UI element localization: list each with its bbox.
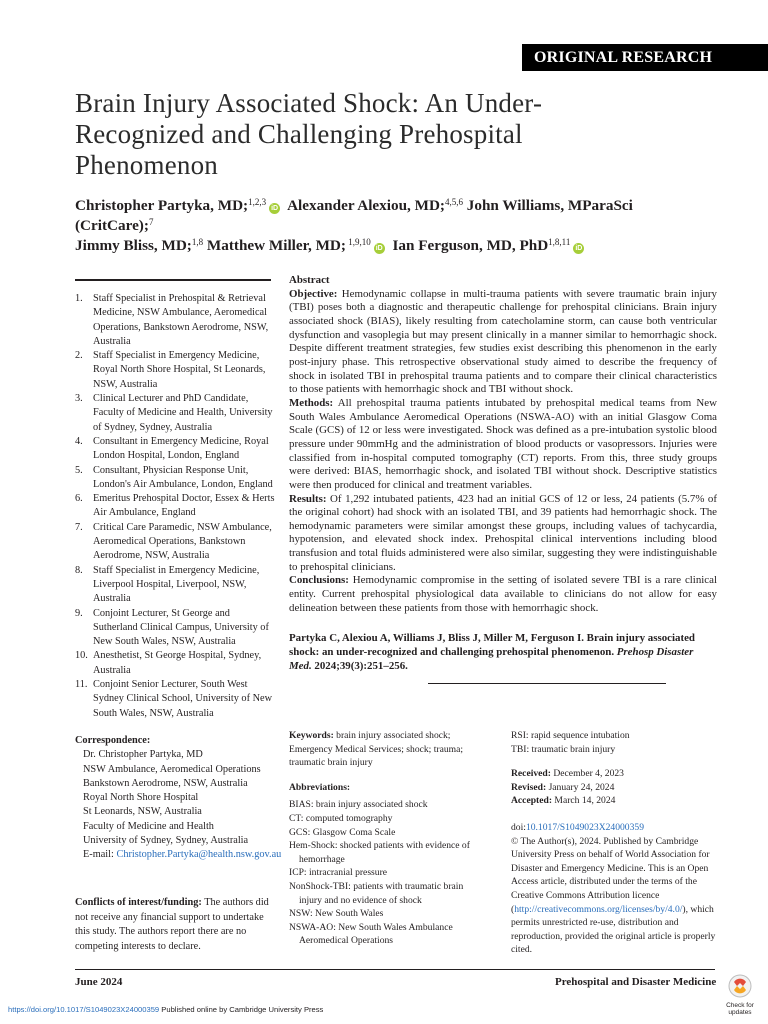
doi-line bbox=[511, 821, 721, 835]
conflicts-heading: Conflicts of interest/funding: bbox=[75, 897, 202, 908]
footer-divider bbox=[75, 969, 715, 970]
author-affil-sup: 1,8 bbox=[191, 237, 204, 247]
doi-footer-link[interactable]: https://doi.org/10.1017/S1049023X24000359 bbox=[8, 1005, 160, 1014]
issue-date: June 2024 bbox=[75, 976, 123, 988]
affiliation-item bbox=[75, 678, 275, 721]
objective-text: Hemodynamic collapse in multi-trauma patients with severe traumatic brain injury (TBI) poses both a diagnostic and therapeutic challenge for prehospital clinicians. Brain injury associated shock (BIAS), likely resulting from catecholamine storm, can cause both ventricular dysfunction and vasoplegia but may present clinically in a manner similar to hemorrhagic shock. Despite different treatment strategies, few studies exist describing this phenomenon in the early post-injury phase. This retrospective observational study aimed to describe the frequency of shock in isolated TBI in prehospital trauma patients and to compare their clinical characteristics to those patients with hemorrhagic shock and TBI without shock. bbox=[289, 287, 717, 396]
license-text-b: ), which permits unrestricted re-use, distribution and reproduction, provided the original article is properly cited. bbox=[511, 903, 716, 956]
abbreviation-item: TBI: traumatic brain injury bbox=[511, 743, 616, 755]
affiliation-number: 10. bbox=[75, 650, 88, 662]
author-name: John Williams, MParaSci (CritCare); bbox=[75, 197, 633, 234]
affiliation-list bbox=[75, 292, 275, 721]
affiliation-item bbox=[75, 564, 275, 607]
author-affil-sup: 1,8,11 bbox=[548, 237, 571, 247]
abbreviation-item-cont: Aeromedical Operations bbox=[299, 935, 394, 947]
correspondence-line: NSW Ambulance, Aeromedical Operations bbox=[83, 763, 261, 775]
affiliation-number: 7. bbox=[75, 521, 83, 533]
affiliation-text: Consultant, Physician Response Unit, London's Air Ambulance, London, England bbox=[93, 464, 273, 490]
correspondence-heading: Correspondence: bbox=[75, 735, 151, 746]
abstract-methods bbox=[289, 397, 717, 493]
abbreviation-item: Hem-Shock: shocked patients with evidence of bbox=[289, 840, 470, 852]
author-affil-sup: 1,9,10 bbox=[345, 237, 371, 247]
affiliation-item bbox=[75, 464, 275, 493]
author-name: Ian Ferguson, MD, PhD bbox=[392, 237, 549, 254]
abbreviations-heading: Abbreviations: bbox=[289, 781, 351, 793]
affiliation-item bbox=[75, 292, 275, 349]
license-link[interactable]: http://creativecommons.org/licenses/by/4.0/ bbox=[514, 903, 683, 915]
conflicts-of-interest bbox=[75, 896, 275, 954]
abstract-results bbox=[289, 493, 717, 575]
license-text bbox=[511, 835, 721, 957]
results-heading: Results: bbox=[289, 492, 327, 505]
abstract-objective bbox=[289, 288, 717, 397]
article-type-label: ORIGINAL RESEARCH bbox=[534, 48, 713, 66]
correspondence-line: Faculty of Medicine and Health bbox=[83, 820, 214, 832]
abstract bbox=[289, 274, 717, 615]
affiliation-text: Staff Specialist in Emergency Medicine, Liverpool Hospital, Liverpool, NSW, Australia bbox=[93, 564, 260, 605]
correspondence-line: Royal North Shore Hospital bbox=[83, 792, 199, 804]
keywords-abbreviations-column bbox=[289, 729, 494, 948]
affiliation-text: Emeritus Prehospital Doctor, Essex & Herts Air Ambulance, England bbox=[93, 493, 275, 519]
citation bbox=[289, 631, 717, 673]
methods-heading: Methods: bbox=[289, 396, 334, 409]
conclusions-text: Hemodynamic compromise in the setting of isolated severe TBI is a rare clinical entity. Current prehospital physiological data available to clinicians do not allow for easy delineation between these patients from those with hemorrhagic shock. bbox=[289, 574, 717, 614]
check-for-updates-label: Check for bbox=[726, 1002, 754, 1009]
affiliation-number: 2. bbox=[75, 350, 83, 362]
correspondence-line: Dr. Christopher Partyka, MD bbox=[83, 749, 203, 761]
divider bbox=[75, 279, 271, 281]
methods-text: All prehospital trauma patients intubated by prehospital medical teams from New South Wales Ambulance Aeromedical Operations (NSWA-AO) with an initial Glasgow Coma Scale (GCS) of 12 or less were investigated. Shock was defined as a pre-intubation systolic blood pressure under 90mmHg and the administration of blood products or vasopressors. Injuries were classified from in-hospital computed tomography (CT) reports. From this, three study groups were derived: BIAS, hemorrhagic shock, and isolated TBI without shock. Descriptive statistics were then produced for clinical and treatment variables. bbox=[289, 396, 717, 491]
abbreviation-item: ICP: intracranial pressure bbox=[289, 867, 388, 879]
affiliation-text: Clinical Lecturer and PhD Candidate, Faculty of Medicine and Health, University of Sydney, Sydney, Australia bbox=[93, 393, 273, 433]
citation-journal: Prehosp Disaster Med. bbox=[289, 646, 694, 672]
affiliation-text: Anesthetist, St George Hospital, Sydney, Australia bbox=[93, 650, 262, 676]
author-affil-sup: 4,5,6 bbox=[444, 197, 463, 207]
affiliation-text: Critical Care Paramedic, NSW Ambulance, Aeromedical Operations, Bankstown Aerodrome, NSW, Australia bbox=[93, 521, 272, 562]
conclusions-heading: Conclusions: bbox=[289, 574, 349, 587]
affiliation-text: Staff Specialist in Emergency Medicine, Royal North Shore Hospital, St Leonards, NSW, Australia bbox=[93, 350, 266, 390]
author-name: Matthew Miller, MD; bbox=[206, 237, 346, 254]
abbreviation-item: CT: computed tomography bbox=[289, 812, 393, 824]
abbreviation-item: BIAS: brain injury associated shock bbox=[289, 799, 428, 811]
affiliation-item bbox=[75, 521, 275, 564]
orcid-icon[interactable]: iD bbox=[575, 245, 583, 252]
doi-footer bbox=[8, 1005, 323, 1014]
abbreviation-item: RSI: rapid sequence intubation bbox=[511, 730, 630, 741]
abbreviation-item: NSWA-AO: New South Wales Ambulance bbox=[289, 921, 453, 933]
keywords-text: brain injury associated shock; Emergency Medical Services; shock; trauma; traumatic brain injury bbox=[289, 730, 464, 769]
doi-link[interactable]: 10.1017/S1049023X24000359 bbox=[525, 821, 644, 833]
correspondence-block bbox=[75, 734, 285, 863]
affiliation-item bbox=[75, 607, 275, 650]
published-online-text: Published online by Cambridge University Press bbox=[159, 1005, 324, 1014]
received-date bbox=[511, 767, 721, 781]
author-name: Christopher Partyka, MD; bbox=[75, 197, 249, 214]
affiliation-number: 9. bbox=[75, 607, 83, 619]
affiliation-number: 4. bbox=[75, 435, 83, 447]
abstract-heading: Abstract bbox=[289, 274, 330, 286]
abbreviation-item-cont: hemorrhage bbox=[299, 853, 345, 865]
check-for-updates-icon bbox=[728, 974, 752, 1000]
affiliation-number: 8. bbox=[75, 564, 83, 576]
affiliation-text: Conjoint Senior Lecturer, South West Sydney Clinical School, University of New South Wales, NSW, Australia bbox=[93, 679, 273, 719]
abbreviation-item-cont: injury and no evidence of shock bbox=[299, 894, 422, 906]
doi-prefix: doi: bbox=[511, 821, 526, 833]
affiliation-item bbox=[75, 349, 275, 392]
abbreviation-item: NSW: New South Wales bbox=[289, 908, 384, 920]
dates-license-column bbox=[511, 729, 721, 957]
affiliation-text: Consultant in Emergency Medicine, Royal London Hospital, London, England bbox=[93, 435, 269, 462]
affiliation-number: 5. bbox=[75, 464, 83, 476]
abbreviation-item: NonShock-TBI: patients with traumatic brain bbox=[289, 880, 464, 892]
revised-value: January 24, 2024 bbox=[546, 781, 615, 793]
email-label: E-mail: bbox=[83, 849, 117, 861]
correspondence-line: St Leonards, NSW, Australia bbox=[83, 806, 202, 818]
affiliation-item bbox=[75, 492, 275, 521]
conflicts-text: The authors did not receive any financial support to undertake this study. The authors report there are no competing interests to declare. bbox=[75, 897, 269, 952]
author-name: Jimmy Bliss, MD; bbox=[75, 237, 192, 254]
accepted-value: March 14, 2024 bbox=[552, 795, 616, 807]
revised-date bbox=[511, 781, 721, 795]
email-link[interactable]: Christopher.Partyka@health.nsw.gov.au bbox=[116, 849, 282, 861]
license-text-a: © The Author(s), 2024. Published by Cambridge University Press on behalf of World Association for Disaster and Emergency Medicine. This is an Open Access article, distributed under the terms of the Creative Commons Attribution licence ( bbox=[511, 835, 710, 915]
keywords-heading: Keywords: bbox=[289, 730, 334, 741]
affiliation-number: 3. bbox=[75, 393, 83, 405]
author-list bbox=[75, 196, 715, 256]
affiliation-text: Conjoint Lecturer, St George and Sutherland Clinical Campus, University of New South Wales, NSW, Australia bbox=[93, 607, 269, 648]
check-for-updates-label: updates bbox=[728, 1009, 752, 1016]
affiliation-number: 1. bbox=[75, 293, 83, 304]
article-title: Brain Injury Associated Shock: An Under-Recognized and Challenging Prehospital Phenomenon bbox=[75, 88, 543, 180]
affiliation-number: 6. bbox=[75, 493, 83, 505]
accepted-heading: Accepted: bbox=[511, 795, 553, 807]
affiliation-item bbox=[75, 649, 275, 678]
correspondence-email-line bbox=[75, 848, 285, 862]
received-value: December 4, 2023 bbox=[550, 768, 624, 780]
correspondence-line: Bankstown Aerodrome, NSW, Australia bbox=[83, 777, 248, 789]
abstract-conclusions bbox=[289, 574, 717, 615]
divider bbox=[428, 683, 666, 684]
keywords bbox=[289, 729, 494, 770]
author-affil-sup: 1,2,3 bbox=[248, 197, 267, 207]
orcid-icon[interactable]: iD bbox=[375, 245, 383, 252]
check-for-updates-badge[interactable] bbox=[718, 974, 762, 1020]
accepted-date bbox=[511, 794, 721, 808]
author-name: Alexander Alexiou, MD; bbox=[287, 197, 445, 214]
affiliation-item bbox=[75, 435, 275, 464]
abbreviation-item: GCS: Glasgow Coma Scale bbox=[289, 826, 396, 838]
citation-text: Partyka C, Alexiou A, Williams J, Bliss J, Miller M, Ferguson I. Brain injury associated shock: an under-recognized and challenging prehospital phenomenon. bbox=[289, 632, 695, 658]
objective-heading: Objective: bbox=[289, 287, 338, 300]
results-text: Of 1,292 intubated patients, 423 had an initial GCS of 12 or less, 24 patients (5.7% of the original cohort) had shock with an isolated TBI, and 39 patients had hemorrhagic shock. The hemodynamic parameters were similar amongst these groups, including values of tachycardia, hypotension, and elevated shock index. Prehospital clinical interventions including blood transfusion and total fluids administered were also similar, suggesting they were indistinguishable to prehospital clinicians. bbox=[289, 492, 717, 573]
affiliation-text: Staff Specialist in Prehospital & Retrieval Medicine, NSW Ambulance, Aeromedical Operations, Bankstown Aerodrome, NSW, Australia bbox=[93, 293, 269, 347]
article-type-banner bbox=[522, 44, 768, 71]
citation-ref: 2024;39(3):251–256. bbox=[311, 660, 408, 672]
received-heading: Received: bbox=[511, 768, 551, 780]
affiliation-number: 11. bbox=[75, 679, 88, 691]
revised-heading: Revised: bbox=[511, 781, 547, 793]
journal-name: Prehospital and Disaster Medicine bbox=[555, 976, 717, 988]
affiliation-item bbox=[75, 392, 275, 435]
orcid-icon[interactable]: iD bbox=[271, 205, 279, 212]
author-affil-sup: 7 bbox=[148, 217, 154, 227]
correspondence-line: University of Sydney, Sydney, Australia bbox=[83, 835, 249, 847]
